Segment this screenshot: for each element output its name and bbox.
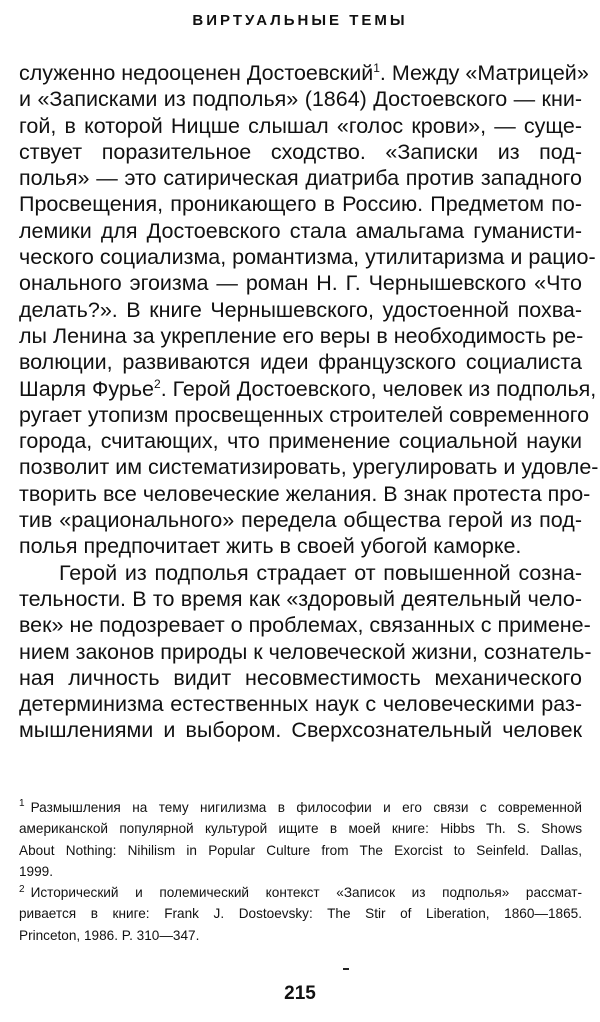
text-line: ная личность видит несовместимость механического	[19, 665, 582, 690]
text-line: ругает утопизм просвещенных строителей современного	[19, 402, 590, 427]
text-line: детерминизма естественных наук с человеческими раз-	[19, 692, 582, 717]
text-line: мышлениями и выбором. Сверхсознательный человек	[19, 718, 582, 743]
footnotes	[19, 797, 582, 946]
print-mark	[343, 968, 349, 970]
text-line	[19, 376, 597, 402]
text-line: творить все человеческие желания. В знак протеста про-	[19, 481, 591, 506]
text-line: Просвещения, проникающего в Россию. Предметом по-	[19, 192, 582, 217]
text-line: волюции, развиваются идеи французского социалиста	[19, 350, 582, 375]
text-line: лемики для Достоевского стала амальгама гуманисти-	[19, 218, 582, 243]
text-line: тельности. В то время как «здоровый деятельный чело-	[19, 586, 582, 611]
text-line: ческого социализма, романтизма, утилитаризма и рацио-	[19, 245, 596, 270]
text-line: Герой из подполья страдает от повышенной созна-	[59, 560, 582, 585]
text-line: тив «рационального» передела общества герой из под-	[19, 508, 582, 533]
text-line: полья» — это сатирическая диатриба против западного	[19, 166, 582, 191]
text-line: нием законов природы к человеческой жизни, сознатель-	[19, 639, 592, 664]
text-line: и «Записками из подполья» (1864) Достоевского — кни-	[19, 87, 582, 112]
text-segment: служенно недооценен Достоевский	[19, 61, 374, 85]
footnote-text: Размышления на тему нигилизма в философии и его связи с современной	[30, 800, 582, 815]
text-line: гой, в которой Ницше слышал «голос крови», — суще-	[19, 113, 582, 138]
text-line: города, считающих, что применение социальной науки	[19, 429, 582, 454]
running-title: ВИРТУАЛЬНЫЕ ТЕМЫ	[192, 12, 408, 29]
text-line	[19, 60, 589, 86]
text-line: делать?». В книге Чернышевского, удостоенной похва-	[19, 297, 582, 322]
text-line: лы Ленина за укрепление его веры в необходимость ре-	[19, 323, 584, 348]
footnote-line: Princeton, 1986. P. 310—347.	[19, 927, 200, 943]
main-text	[19, 60, 599, 744]
page-number: 215	[284, 983, 316, 1004]
text-line: позволит им систематизировать, урегулировать и удовле-	[19, 455, 599, 480]
text-line: ствует поразительное сходство. «Записки из под-	[19, 139, 582, 164]
footnote-line	[19, 882, 582, 903]
footnote-ref: 1	[373, 60, 380, 75]
text-segment: . Герой Достоевского, человек из подполья,	[160, 376, 597, 401]
footnote-line: американской популярной культурой ищите в моей книге: Hibbs Th. S. Shows	[19, 821, 582, 837]
footnote-marker: 2	[19, 883, 25, 895]
text-segment: . Между «Матрицей»	[379, 61, 589, 85]
text-line: полья предпочитает жить в своей убогой каморке.	[19, 534, 522, 559]
text-line: век» не подозревает о проблемах, связанных с примене-	[19, 613, 591, 638]
text-line: онального эгоизма — роман Н. Г. Чернышевского «Что	[19, 271, 582, 296]
footnote-line: About Nothing: Nihilism in Popular Culture from The Exorcist to Seinfeld. Dallas,	[19, 842, 582, 858]
footnote-line: ривается в книге: Frank J. Dostoevsky: The Stir of Liberation, 1860—1865.	[19, 906, 582, 922]
footnote-text: Исторический и полемический контекст «Записок из подполья» рассмат-	[30, 885, 582, 901]
text-segment: Шарля Фурье	[19, 376, 155, 401]
footnote-marker: 1	[19, 798, 25, 810]
footnote-line: 1999.	[19, 863, 54, 879]
footnote-ref: 2	[154, 376, 161, 391]
footnote-line	[19, 797, 582, 818]
